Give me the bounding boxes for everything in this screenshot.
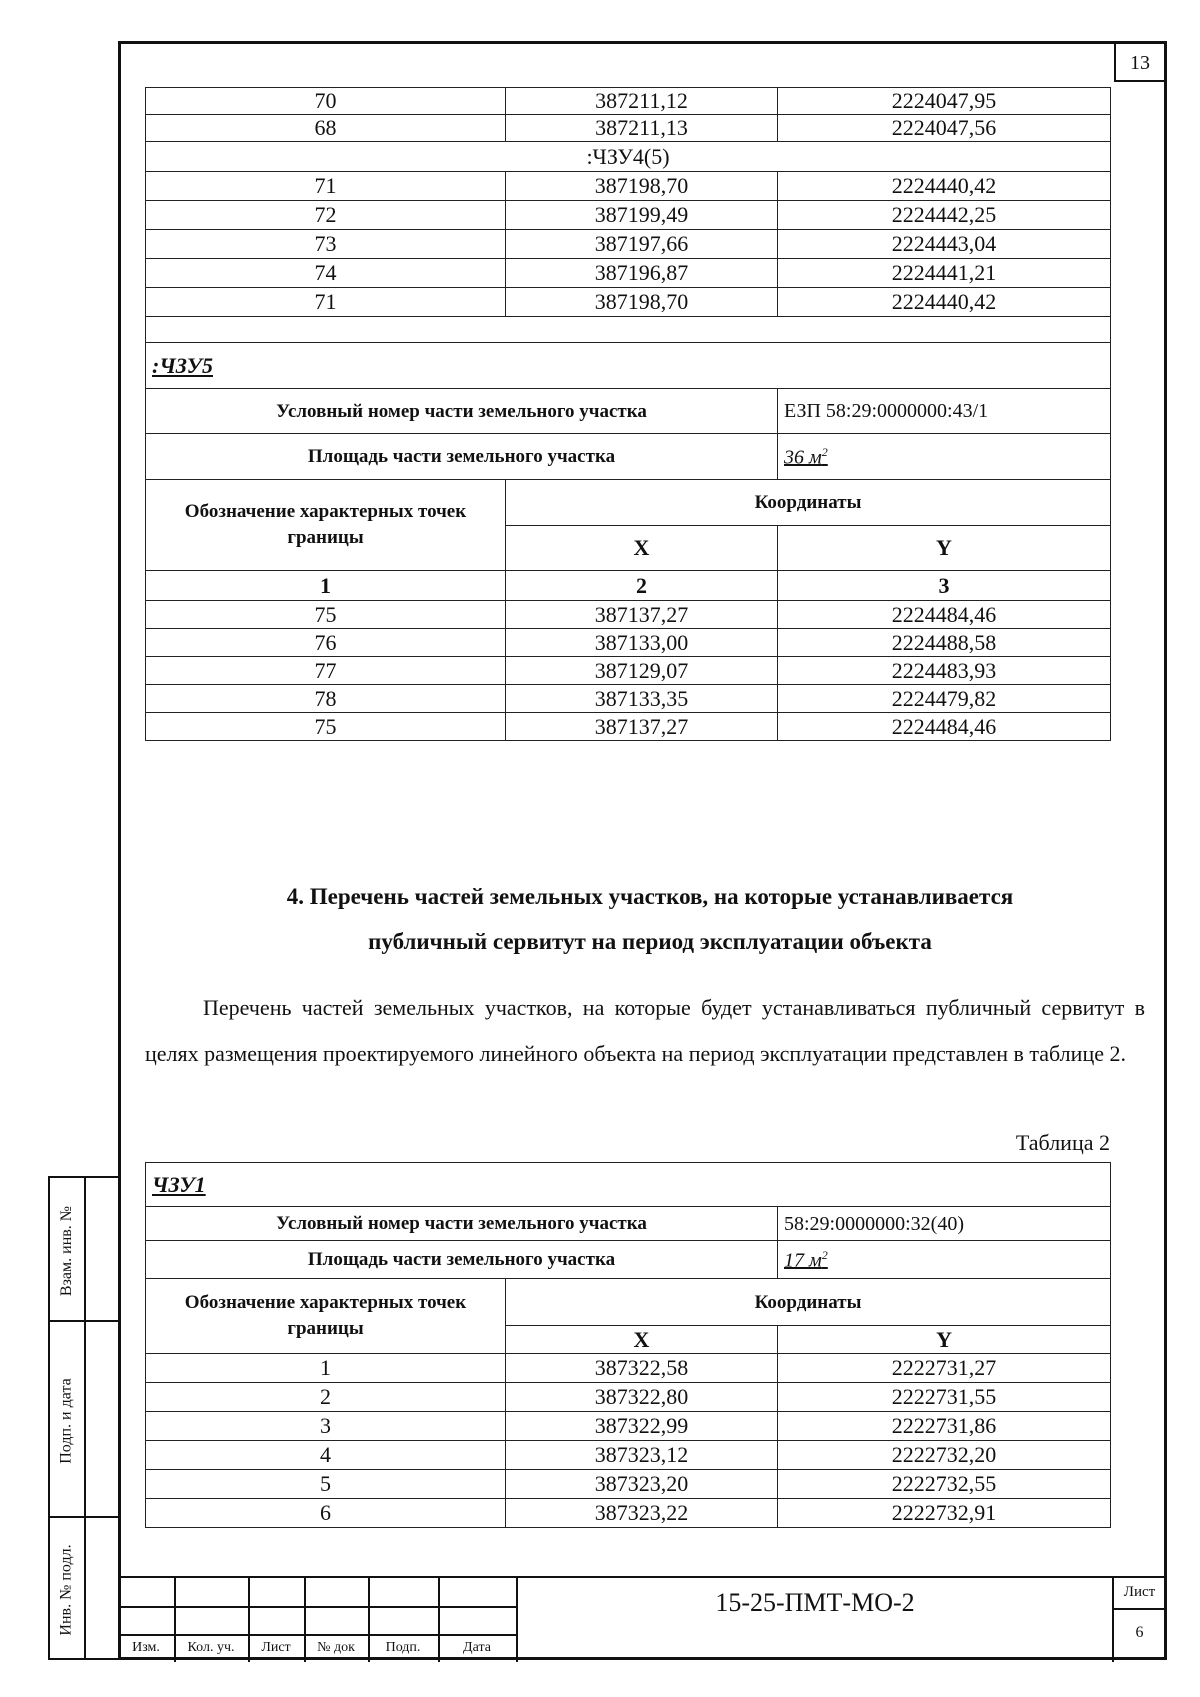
cell-x: 387137,27 bbox=[506, 601, 778, 629]
table-caption: Таблица 2 bbox=[1015, 1130, 1110, 1155]
section-title-chzu1: ЧЗУ1 bbox=[146, 1163, 1111, 1207]
side-block-signature-date bbox=[48, 1320, 118, 1518]
cell-x: 387197,66 bbox=[506, 230, 778, 259]
cell-point: 75 bbox=[146, 713, 506, 741]
table-row bbox=[146, 713, 1111, 741]
table-row bbox=[146, 1354, 1111, 1383]
cell-x: 387211,13 bbox=[506, 115, 778, 142]
table-row bbox=[146, 88, 1111, 115]
document-code: 15-25-ПМТ-МО-2 bbox=[715, 1588, 915, 1617]
points-label: Обозначение характерных точек границы bbox=[146, 1279, 506, 1354]
stamp-col-sheet: Лист bbox=[261, 1640, 291, 1655]
side-block-replacement-inv bbox=[48, 1176, 118, 1322]
cell-x: 387323,12 bbox=[506, 1441, 778, 1470]
cell-x: 387322,58 bbox=[506, 1354, 778, 1383]
cell-y: 2224047,56 bbox=[778, 115, 1111, 142]
table-row bbox=[146, 1441, 1111, 1470]
cell-x: 387137,27 bbox=[506, 713, 778, 741]
cell-y: 2224442,25 bbox=[778, 201, 1111, 230]
conditional-number-value: 58:29:0000000:32(40) bbox=[778, 1207, 1111, 1241]
coordinates-table-2 bbox=[145, 1162, 1111, 1528]
stamp-col-count: Кол. уч. bbox=[187, 1640, 235, 1655]
table-row bbox=[146, 1470, 1111, 1499]
side-label-original-inv: Инв. № подл. bbox=[58, 1544, 76, 1636]
cell-y: 2222731,27 bbox=[778, 1354, 1111, 1383]
table-row bbox=[146, 230, 1111, 259]
cell-x: 387323,20 bbox=[506, 1470, 778, 1499]
coordinates-label: Координаты bbox=[506, 1279, 1111, 1326]
column-number-3: 3 bbox=[778, 571, 1111, 601]
cell-point: 5 bbox=[146, 1470, 506, 1499]
empty-row bbox=[146, 317, 1111, 343]
coordinates-table-top bbox=[145, 87, 1111, 741]
area-value: 36 $м^2$ bbox=[778, 434, 1111, 480]
cell-point: 1 bbox=[146, 1354, 506, 1383]
cell-point: 74 bbox=[146, 259, 506, 288]
cell-x: 387323,22 bbox=[506, 1499, 778, 1528]
cell-y: 2224484,46 bbox=[778, 601, 1111, 629]
cell-point: 75 bbox=[146, 601, 506, 629]
table-row bbox=[146, 1383, 1111, 1412]
cell-point: 70 bbox=[146, 88, 506, 115]
y-header: Y bbox=[778, 1326, 1111, 1354]
table-row bbox=[146, 601, 1111, 629]
table-row bbox=[146, 259, 1111, 288]
section-heading-line1: 4. Перечень частей земельных участков, на которые устанавливается bbox=[286, 884, 1014, 909]
column-number-1: 1 bbox=[146, 571, 506, 601]
column-number-2: 2 bbox=[506, 571, 778, 601]
cell-x: 387196,87 bbox=[506, 259, 778, 288]
cell-y: 2224443,04 bbox=[778, 230, 1111, 259]
conditional-number-label: Условный номер части земельного участка bbox=[146, 1207, 778, 1241]
cell-point: 3 bbox=[146, 1412, 506, 1441]
cell-y: 2222732,20 bbox=[778, 1441, 1111, 1470]
cell-x: 387322,99 bbox=[506, 1412, 778, 1441]
section-heading-line2: публичный сервитут на период эксплуатации объекта bbox=[368, 929, 932, 954]
side-label-signature-date: Подп. и дата bbox=[58, 1378, 76, 1464]
stamp-col-date: Дата bbox=[463, 1640, 491, 1655]
cell-y: 2224441,21 bbox=[778, 259, 1111, 288]
table-row bbox=[146, 115, 1111, 142]
cell-point: 4 bbox=[146, 1441, 506, 1470]
conditional-number-value: ЕЗП 58:29:0000000:43/1 bbox=[778, 389, 1111, 434]
cell-y: 2222731,86 bbox=[778, 1412, 1111, 1441]
cell-point: 76 bbox=[146, 629, 506, 657]
cell-point: 2 bbox=[146, 1383, 506, 1412]
x-header: X bbox=[506, 1326, 778, 1354]
coordinates-label: Координаты bbox=[506, 480, 1111, 526]
stamp-sheet-value: 6 bbox=[1135, 1624, 1144, 1641]
subsection-label: :ЧЗУ4(5) bbox=[146, 142, 1111, 172]
cell-y: 2224440,42 bbox=[778, 288, 1111, 317]
table-row bbox=[146, 685, 1111, 713]
table-row bbox=[146, 629, 1111, 657]
table-row bbox=[146, 288, 1111, 317]
cell-x: 387211,12 bbox=[506, 88, 778, 115]
side-block-original-inv bbox=[48, 1516, 118, 1660]
cell-y: 2224440,42 bbox=[778, 172, 1111, 201]
x-header: X bbox=[506, 526, 778, 571]
cell-point: 71 bbox=[146, 172, 506, 201]
cell-point: 78 bbox=[146, 685, 506, 713]
body-paragraph: Перечень частей земельных участков, на которые будет устанавливаться публичный сервитут в целях размещения проектируемого линейного объекта на период эксплуатации представлен в таблице 2. bbox=[145, 995, 1145, 1066]
cell-y: 2224484,46 bbox=[778, 713, 1111, 741]
table-row bbox=[146, 657, 1111, 685]
cell-x: 387198,70 bbox=[506, 288, 778, 317]
conditional-number-label: Условный номер части земельного участка bbox=[146, 389, 778, 434]
cell-y: 2222731,55 bbox=[778, 1383, 1111, 1412]
cell-y: 2224479,82 bbox=[778, 685, 1111, 713]
table-row bbox=[146, 201, 1111, 230]
table-row bbox=[146, 172, 1111, 201]
cell-point: 72 bbox=[146, 201, 506, 230]
area-label: Площадь части земельного участка bbox=[146, 434, 778, 480]
cell-y: 2224483,93 bbox=[778, 657, 1111, 685]
stamp-sheet-label: Лист bbox=[1123, 1584, 1156, 1600]
table-row bbox=[146, 1412, 1111, 1441]
cell-x: 387129,07 bbox=[506, 657, 778, 685]
page-number: 13 bbox=[1114, 44, 1164, 82]
cell-point: 68 bbox=[146, 115, 506, 142]
cell-y: 2222732,55 bbox=[778, 1470, 1111, 1499]
cell-x: 387133,00 bbox=[506, 629, 778, 657]
cell-x: 387198,70 bbox=[506, 172, 778, 201]
cell-x: 387199,49 bbox=[506, 201, 778, 230]
cell-x: 387133,35 bbox=[506, 685, 778, 713]
y-header: Y bbox=[778, 526, 1111, 571]
area-label: Площадь части земельного участка bbox=[146, 1241, 778, 1279]
section-title-chzu5: :ЧЗУ5 bbox=[146, 343, 1111, 389]
cell-point: 73 bbox=[146, 230, 506, 259]
stamp-col-doc-number: № док bbox=[317, 1640, 355, 1655]
cell-y: 2224047,95 bbox=[778, 88, 1111, 115]
cell-x: 387322,80 bbox=[506, 1383, 778, 1412]
cell-point: 77 bbox=[146, 657, 506, 685]
cell-y: 2222732,91 bbox=[778, 1499, 1111, 1528]
cell-y: 2224488,58 bbox=[778, 629, 1111, 657]
cell-point: 6 bbox=[146, 1499, 506, 1528]
stamp-col-change: Изм. bbox=[132, 1640, 160, 1655]
table-row bbox=[146, 1499, 1111, 1528]
stamp-col-signature: Подп. bbox=[385, 1640, 421, 1655]
points-label: Обозначение характерных точек границы bbox=[146, 480, 506, 571]
side-label-replacement-inv: Взам. инв. № bbox=[58, 1205, 76, 1297]
area-value: 17 $м^2$ bbox=[778, 1241, 1111, 1279]
cell-point: 71 bbox=[146, 288, 506, 317]
